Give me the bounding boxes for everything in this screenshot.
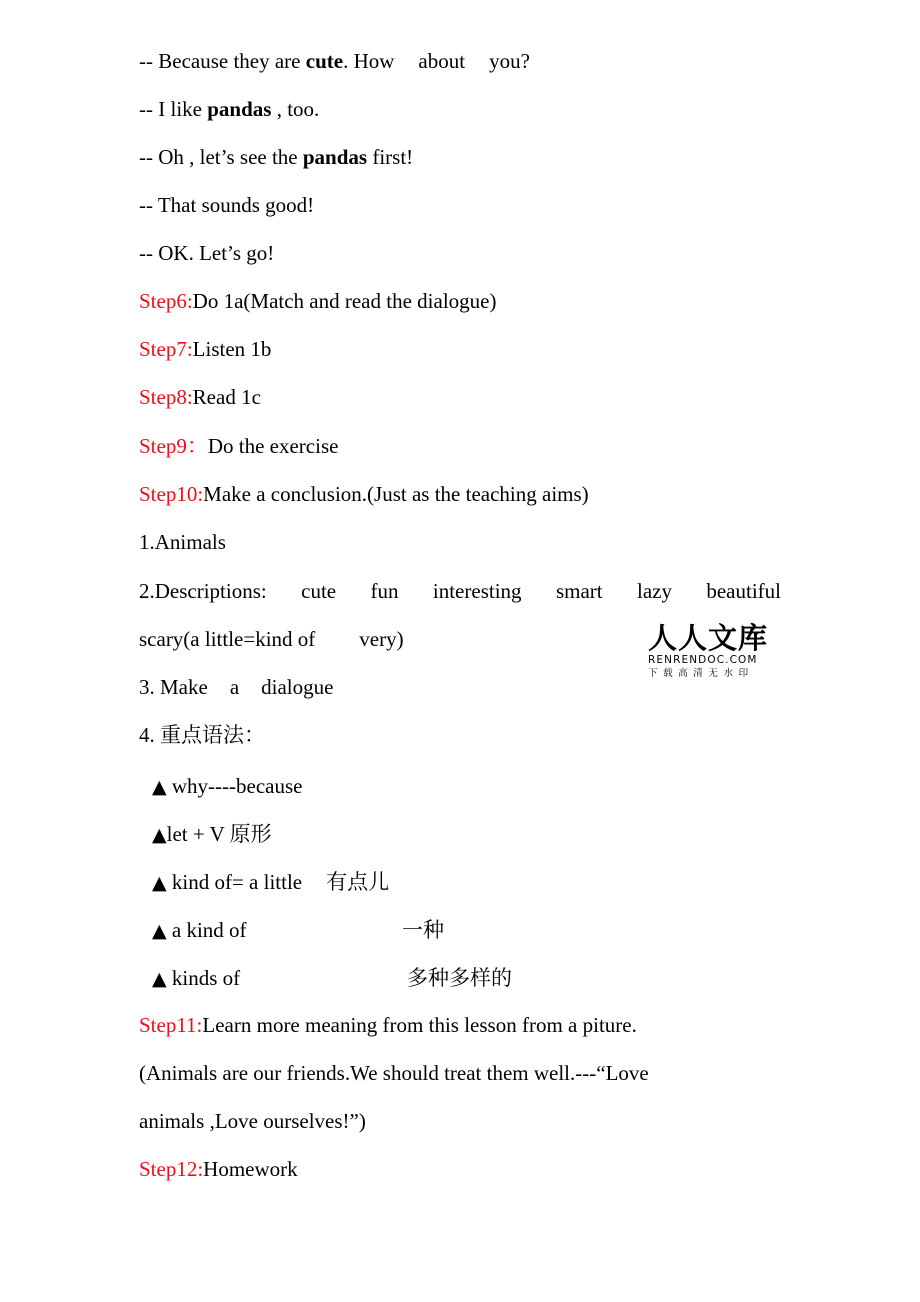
grammar-title: 4. 重点语法： xyxy=(139,723,265,747)
step-10 xyxy=(139,481,589,507)
step-label: Step12: xyxy=(139,1157,204,1181)
grammar-item xyxy=(152,773,302,800)
description-word: cute xyxy=(301,579,337,603)
grammar-zh: 有点儿 xyxy=(326,870,390,894)
scary-line xyxy=(139,626,404,652)
step-text: Listen 1b xyxy=(192,337,272,361)
step-text: Do 1a(Match and read the dialogue) xyxy=(192,289,497,313)
dialogue-text: -- Because they are xyxy=(139,49,306,73)
dialogue-line-3 xyxy=(139,144,413,170)
triangle-icon: ▲ xyxy=(152,920,167,942)
logo-brand: 人人文库 xyxy=(648,621,769,655)
step-text: Do the exercise xyxy=(207,434,339,458)
step-label: Step10: xyxy=(139,482,204,506)
step-label: Step11: xyxy=(139,1013,203,1037)
dialogue-line-2 xyxy=(139,96,319,122)
grammar-item xyxy=(152,821,272,848)
grammar-en: kinds of xyxy=(166,966,241,990)
renrendoc-logo xyxy=(648,622,774,680)
grammar-item xyxy=(152,869,389,896)
make-dialogue-line xyxy=(139,674,333,700)
grammar-zh: 一种 xyxy=(402,918,444,942)
description-word: smart xyxy=(555,579,603,603)
grammar-zh: 多种多样的 xyxy=(407,966,512,990)
descriptions-label: 2.Descriptions: xyxy=(139,579,267,603)
dialogue-text: first! xyxy=(367,145,414,169)
step-label: Step8: xyxy=(139,385,193,409)
bold-word: pandas xyxy=(302,145,368,169)
descriptions-line xyxy=(139,578,781,604)
logo-url: RENRENDOC.COM xyxy=(648,654,758,666)
dialogue-item-text: dialogue xyxy=(261,675,334,699)
dialogue-line-5: -- OK. Let’s go! xyxy=(139,241,275,265)
dialogue-text: . How xyxy=(343,49,395,73)
dialogue-line-4: -- That sounds good! xyxy=(139,193,315,217)
description-word: fun xyxy=(370,579,399,603)
dialogue-text: about xyxy=(418,49,466,73)
bold-word: pandas xyxy=(207,97,272,121)
dialogue-text: you? xyxy=(489,49,530,73)
dialogue-item-text: 3. Make xyxy=(139,675,208,699)
step-label: Step7: xyxy=(139,337,193,361)
step-text: Make a conclusion.(Just as the teaching aims) xyxy=(203,482,589,506)
scary-text: very) xyxy=(359,627,404,651)
step-label: Step6: xyxy=(139,289,193,313)
step-11-continuation-2: animals ,Love ourselves!”) xyxy=(139,1109,366,1133)
triangle-icon: ▲ xyxy=(152,872,167,894)
step-12 xyxy=(139,1156,298,1182)
step-text: Learn more meaning from this lesson from a piture. xyxy=(202,1013,637,1037)
step-text: Homework xyxy=(203,1157,298,1181)
step-7 xyxy=(139,336,271,362)
step-9 xyxy=(139,433,338,459)
logo-tagline: 下载高清无水印 xyxy=(648,668,754,679)
grammar-en: why----because xyxy=(166,774,303,798)
description-word: beautiful xyxy=(706,579,781,603)
triangle-icon: ▲ xyxy=(152,776,167,798)
grammar-en: a kind of xyxy=(166,918,247,942)
dialogue-line-1 xyxy=(139,48,530,74)
grammar-item xyxy=(152,917,444,944)
dialogue-text: , too. xyxy=(271,97,320,121)
dialogue-text: -- I like xyxy=(139,97,208,121)
grammar-zh: 原形 xyxy=(229,822,272,846)
description-word: interesting xyxy=(432,579,522,603)
dialogue-text: -- Oh , let’s see the xyxy=(139,145,303,169)
scary-text: scary(a little=kind of xyxy=(139,627,316,651)
triangle-icon: ▲ xyxy=(152,968,167,990)
grammar-item xyxy=(152,965,512,992)
dialogue-item-text: a xyxy=(229,675,240,699)
description-word: lazy xyxy=(636,579,672,603)
step-8 xyxy=(139,384,261,410)
step-6 xyxy=(139,288,496,314)
step-11-continuation-1: (Animals are our friends.We should treat them well.---“Love xyxy=(139,1061,649,1085)
step-11 xyxy=(139,1012,637,1038)
step-text: Read 1c xyxy=(192,385,261,409)
grammar-en: kind of= a little xyxy=(166,870,303,894)
bold-word: cute xyxy=(305,49,344,73)
conclusion-animals: 1.Animals xyxy=(139,530,226,554)
grammar-en: let + V xyxy=(166,822,230,846)
triangle-icon: ▲ xyxy=(152,824,167,846)
step-label: Step9： xyxy=(139,434,208,458)
